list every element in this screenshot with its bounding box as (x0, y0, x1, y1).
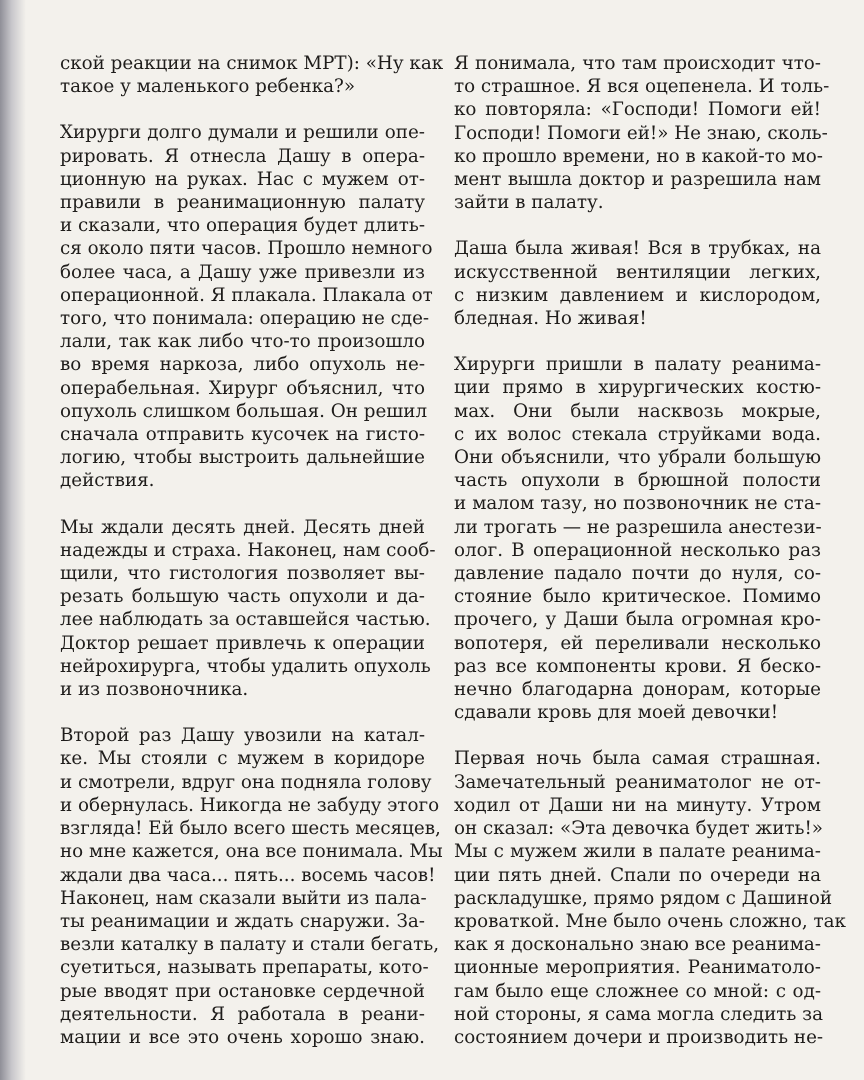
text-line: Замечательный реаниматолог не от- (454, 771, 821, 793)
text-line: и смотрели, вдруг она подняла голову (60, 771, 432, 793)
text-line: Второй раз Дашу увозили на катал- (60, 725, 425, 747)
text-line: Мы ждали десять дней. Десять дней (60, 516, 425, 538)
text-line: давление падало почти до нуля, со- (454, 563, 821, 585)
text-line: такое у маленького ребенка?» (60, 76, 355, 98)
text-line: сначала отправить кусочек на гисто- (60, 424, 425, 446)
text-line: лее наблюдать за оставшейся частью. (60, 609, 431, 631)
text-line: раскладушке, прямо рядом с Дашиной (454, 887, 833, 909)
text-line: Они объяснили, что убрали большую (454, 447, 821, 469)
paragraph (60, 52, 444, 98)
text-line: с низким давлением и кислородом, (454, 284, 821, 306)
text-line: операционной. Я плакала. Плакала от (60, 284, 433, 306)
text-line: деятельности. Я работала в реани- (60, 1003, 425, 1025)
text-line: логию, чтобы выстроить дальнейшие (60, 447, 425, 469)
text-line: Первая ночь была самая страшная. (454, 748, 821, 770)
text-line: во время наркоза, либо опухоль не- (60, 354, 425, 376)
text-line: ко прошло времени, но в какой-то мо- (454, 145, 823, 167)
text-line: Наконец, нам сказали выйти из пала- (60, 887, 427, 909)
text-line: с их волос стекала струйками вода. (454, 423, 821, 445)
text-line: сдавали кровь для моей девочки! (454, 702, 779, 724)
text-line: Хирурги пришли в палату реанима- (454, 354, 821, 376)
text-line: опухоль слишком большая. Он решил (60, 400, 428, 422)
text-line: ся около пяти часов. Прошло немного (60, 238, 433, 260)
text-line: раз все компоненты крови. Я беско- (454, 655, 821, 677)
text-line: более часа, а Дашу уже привезли из (60, 261, 425, 283)
text-line: но мне кажется, она все понимала. Мы (60, 841, 443, 863)
text-line: рировать. Я отнесла Дашу в опера- (60, 145, 425, 167)
text-line: везли каталку в палату и стали бегать, (60, 934, 440, 956)
left-column (60, 52, 444, 1072)
text-line: бледная. Но живая! (454, 308, 647, 330)
text-line: ли трогать — не разрешила анестези- (454, 516, 822, 538)
text-line: Господи! Помоги ей!» Не знаю, сколь- (454, 122, 828, 144)
text-line: Мы с мужем жили в палате реанима- (454, 841, 821, 863)
text-line: операбельная. Хирург объяснил, что (60, 377, 425, 399)
text-line: Хирурги долго думали и решили опе- (60, 122, 425, 144)
text-line: как я досконально знаю все реанима- (454, 934, 821, 956)
paragraph (60, 121, 433, 492)
text-line: искусственной вентиляции легких, (454, 261, 821, 283)
text-line: правили в реанимационную палату (60, 192, 425, 214)
text-line: суетиться, называть препараты, кото- (60, 957, 429, 979)
text-line: прочего, у Даши была огромная кро- (454, 609, 821, 631)
text-line: ции прямо в хирургических костю- (454, 377, 821, 399)
text-line: ской реакции на снимок МРТ): «Ну как (60, 53, 444, 74)
text-line: часть опухоли в брюшной полости (454, 470, 821, 492)
right-column (454, 52, 846, 1072)
paragraph (454, 747, 846, 1049)
text-line: олог. В операционной несколько раз (454, 539, 821, 561)
paragraph (454, 52, 830, 214)
text-line: Даша была живая! Вся в трубках, на (454, 238, 821, 260)
text-line: взгляда! Ей было всего шесть месяцев, (60, 818, 441, 840)
text-line: мации и все это очень хорошо знаю. (60, 1026, 425, 1048)
text-line: Доктор решает привлечь к операции (60, 632, 425, 654)
text-line: ке. Мы стояли с мужем в коридоре (60, 748, 425, 770)
page-edge-shadow (0, 0, 26, 1080)
text-line: ходил от Даши ни на минуту. Утром (454, 794, 821, 816)
text-line: то страшное. Я вся оцепенела. И толь- (454, 76, 830, 98)
text-line: мент вышла доктор и разрешила нам (454, 169, 821, 191)
text-line: мах. Они были насквозь мокрые, (454, 400, 821, 422)
text-line: того, что понимала: операцию не сде- (60, 308, 430, 330)
text-line: ко повторяла: «Господи! Помоги ей! (454, 99, 821, 121)
text-line: надежды и страха. Наконец, нам сооб- (60, 539, 436, 561)
text-line: гам было еще сложнее со мной: с од- (454, 980, 821, 1002)
text-line: резать большую часть опухоли и да- (60, 586, 425, 608)
text-line: и малом тазу, но позвоночник не ста- (454, 493, 821, 515)
text-line: кроваткой. Мне было очень сложно, так (454, 910, 846, 932)
text-line: нейрохирурга, чтобы удалить опухоль (60, 655, 431, 677)
text-line: щили, что гистология позволяет вы- (60, 563, 425, 585)
text-line: состоянием дочери и производить не- (454, 1026, 824, 1048)
text-line: ной стороны, я сама могла следить за (454, 1003, 824, 1025)
text-line: и сказали, что операция будет длить- (60, 215, 425, 237)
text-line: ции пять дней. Спали по очереди на (454, 864, 821, 886)
text-line: ждали два часа... пять... восемь часов! (60, 864, 436, 886)
text-line: и обернулась. Никогда не забуду этого (60, 794, 440, 816)
text-line: зайти в палату. (454, 192, 604, 214)
text-line: ты реанимации и ждать снаружи. За- (60, 910, 425, 932)
text-line: ционную на руках. Нас с мужем от- (60, 168, 425, 190)
text-line: и из позвоночника. (60, 679, 249, 701)
paragraph (454, 237, 821, 330)
text-line: лали, так как либо что-то произошло (60, 331, 425, 353)
text-line: он сказал: «Эта девочка будет жить!» (454, 818, 823, 840)
paragraph (60, 724, 443, 1049)
text-line: стояние было критическое. Помимо (454, 586, 821, 608)
text-line: вопотеря, ей переливали несколько (454, 632, 821, 654)
paragraph (454, 353, 821, 724)
paragraph (60, 516, 436, 702)
text-line: действия. (60, 470, 155, 492)
text-line: нечно благодарна донорам, которые (454, 679, 821, 701)
text-line: рые вводят при остановке сердечной (60, 980, 425, 1002)
text-line: ционные мероприятия. Реаниматоло- (454, 957, 821, 979)
text-line: Я понимала, что там происходит что- (454, 53, 821, 74)
